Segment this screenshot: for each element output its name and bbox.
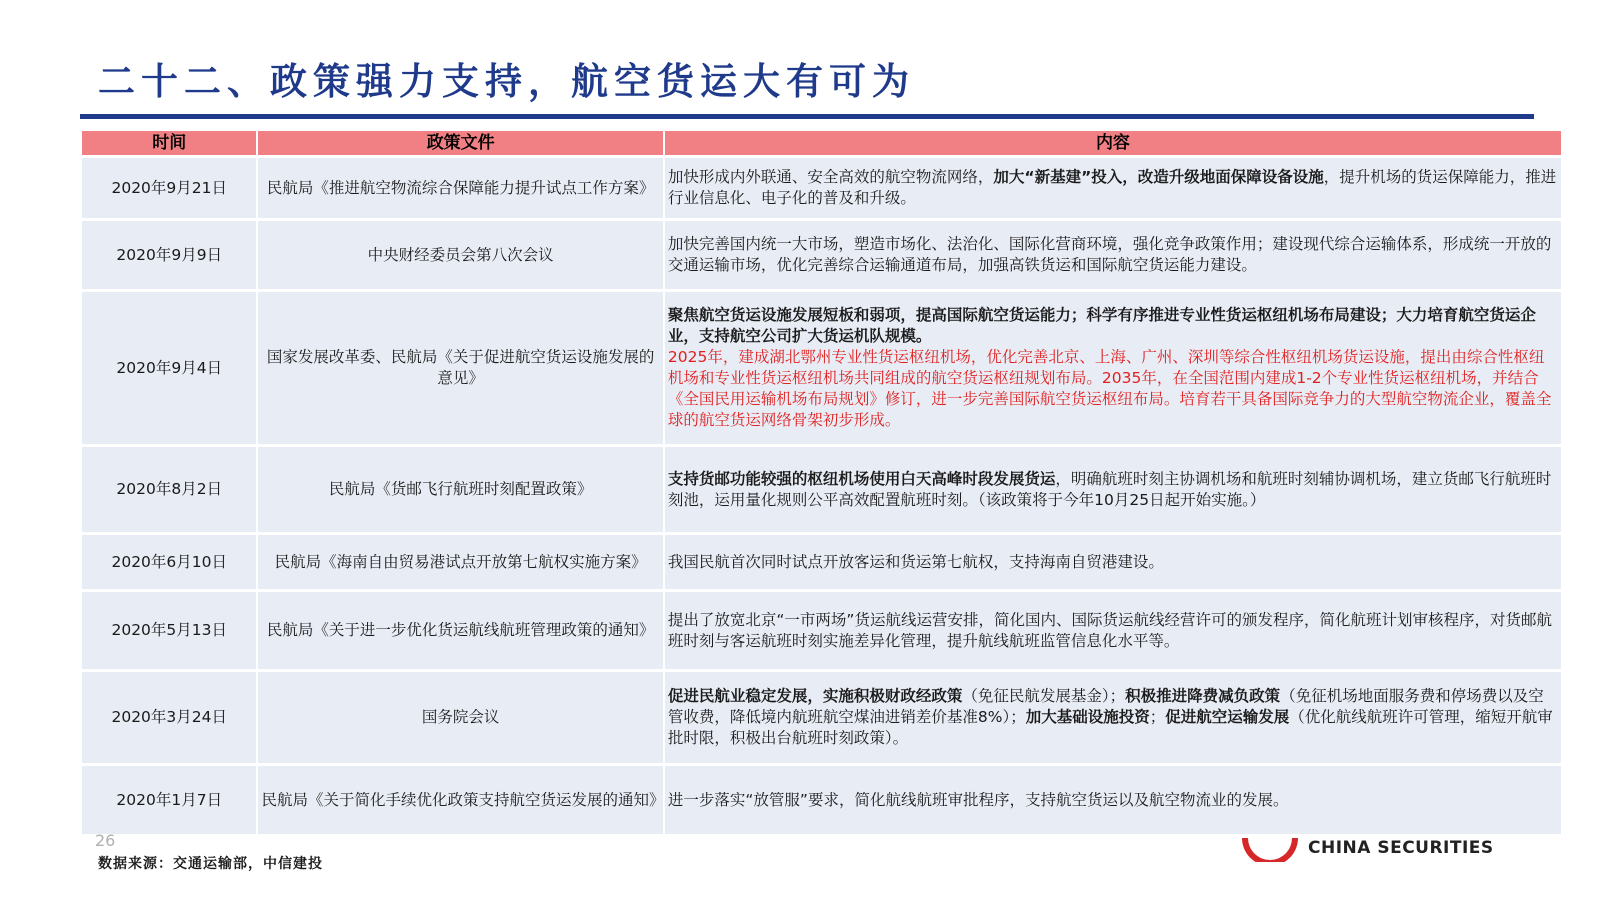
row-date: 2020年6月10日 (82, 535, 256, 589)
content-segment: 加大基础设施投资 (1025, 708, 1150, 726)
content-segment: 积极推进降费减负政策 (1125, 687, 1281, 705)
row-date: 2020年9月4日 (82, 292, 256, 444)
row-date: 2020年9月9日 (82, 221, 256, 289)
policy-table (80, 128, 1563, 837)
content-segment: 加大“新基建”投入，改造升级地面保障设备设施 (993, 168, 1324, 186)
header-content: 内容 (665, 131, 1561, 155)
table-row (82, 292, 1561, 444)
row-content (665, 292, 1561, 444)
row-policy-doc: 民航局《货邮飞行航班时刻配置政策》 (258, 447, 662, 532)
row-content (665, 221, 1561, 289)
row-content (665, 535, 1561, 589)
logo-text: CHINA SECURITIES (1308, 838, 1494, 858)
logo-mark-icon (1240, 838, 1300, 862)
content-segment: ，提升机场的货运保障能力，推进行业信息化、电子化的普及和升级。 (667, 168, 1557, 207)
content-segment: 加快形成内外联通、安全高效的航空物流网络， (667, 168, 994, 186)
row-content (665, 592, 1561, 669)
data-source-note: 数据来源：交通运输部，中信建投 (98, 856, 323, 872)
row-date: 2020年3月24日 (82, 672, 256, 763)
content-segment: 提出了放宽北京“一市两场”货运航线运营安排，简化国内、国际货运航线经营许可的颁发程序，简化航班计划审核程序，对货邮航班时刻与客运航班时刻实施差异化管理，提升航线航班监管信息化水平等。 (667, 610, 1552, 650)
page-title: 二十二、政策强力支持，航空货运大有可为 (98, 60, 915, 103)
table-row (82, 221, 1561, 289)
row-policy-doc: 民航局《海南自由贸易港试点开放第七航权实施方案》 (258, 535, 662, 589)
table-row (82, 158, 1561, 218)
content-segment: （优化航线航班许可管理，缩短开航审批时限，积极出台航班时刻政策）。 (667, 708, 1553, 747)
content-segment: 2025年，建成湖北鄂州专业性货运枢纽机场，优化完善北京、上海、广州、深圳等综合性枢纽机场货运设施，提出由综合性枢纽机场和专业性货运枢纽机场共同组成的航空货运枢纽规划布局。2035年，在全国范围内建成1-2个专业性货运枢纽机场，并结合《全国民用运输机场布局规划》修订，进一步完善国际航空货运枢纽布局。培育若干具备国际竞争力的大型航空物流企业，覆盖全球的航空货运网络骨架初步形成。 (667, 348, 1552, 429)
row-content (665, 158, 1561, 218)
row-policy-doc: 民航局《关于简化手续优化政策支持航空货运发展的通知》 (258, 766, 662, 834)
row-date: 2020年5月13日 (82, 592, 256, 669)
content-segment: 聚焦航空货运设施发展短板和弱项，提高国际航空货运能力；科学有序推进专业性货运枢纽机场布局建设；大力培育航空货运企业，支持航空公司扩大货运机队规模。 (667, 306, 1536, 345)
content-segment: 进一步落实“放管服”要求，简化航线航班审批程序，支持航空货运以及航空物流业的发展。 (667, 790, 1289, 809)
title-underline (80, 114, 1534, 119)
row-content (665, 672, 1561, 763)
content-segment: （免征民航发展基金）； (962, 687, 1126, 705)
content-segment: 加快完善国内统一大市场，塑造市场化、法治化、国际化营商环境，强化竞争政策作用；建设现代综合运输体系，形成统一开放的交通运输市场，优化完善综合运输通道布局，加强高铁货运和国际航空货运能力建设。 (667, 235, 1552, 274)
row-policy-doc: 民航局《关于进一步优化货运航线航班管理政策的通知》 (258, 592, 662, 669)
table-header-row (82, 131, 1561, 155)
content-segment: ； (1149, 708, 1166, 726)
content-segment: 我国民航首次同时试点开放客运和货运第七航权，支持海南自贸港建设。 (667, 552, 1164, 571)
table-row (82, 592, 1561, 669)
content-segment: 支持货邮功能较强的枢纽机场使用白天高峰时段发展货运 (667, 469, 1056, 488)
content-segment: （免征机场地面服务费和停场费以及空管收费，降低境内航班航空煤油进销差价基准8%）； (667, 687, 1544, 726)
row-date: 2020年1月7日 (82, 766, 256, 834)
row-date: 2020年9月21日 (82, 158, 256, 218)
content-segment: 促进航空运输发展 (1165, 708, 1290, 726)
header-policy-doc: 政策文件 (258, 131, 662, 155)
page-number: 26 (95, 831, 116, 850)
table-row (82, 447, 1561, 532)
table-row (82, 766, 1561, 834)
content-segment: ，明确航班时刻主协调机场和航班时刻辅协调机场，建立货邮飞行航班时刻池，运用量化规则公平高效配置航班时刻。（该政策将于今年10月25日起开始实施。） (667, 469, 1552, 509)
row-policy-doc: 国务院会议 (258, 672, 662, 763)
content-segment: 促进民航业稳定发展，实施积极财政经政策 (667, 687, 963, 705)
table-row (82, 672, 1561, 763)
row-policy-doc: 国家发展改革委、民航局《关于促进航空货运设施发展的意见》 (258, 292, 662, 444)
row-policy-doc: 民航局《推进航空物流综合保障能力提升试点工作方案》 (258, 158, 662, 218)
header-time: 时间 (82, 131, 256, 155)
row-content (665, 766, 1561, 834)
row-content (665, 447, 1561, 532)
china-securities-logo-icon (1240, 838, 1300, 862)
row-policy-doc: 中央财经委员会第八次会议 (258, 221, 662, 289)
row-date: 2020年8月2日 (82, 447, 256, 532)
table-row (82, 535, 1561, 589)
